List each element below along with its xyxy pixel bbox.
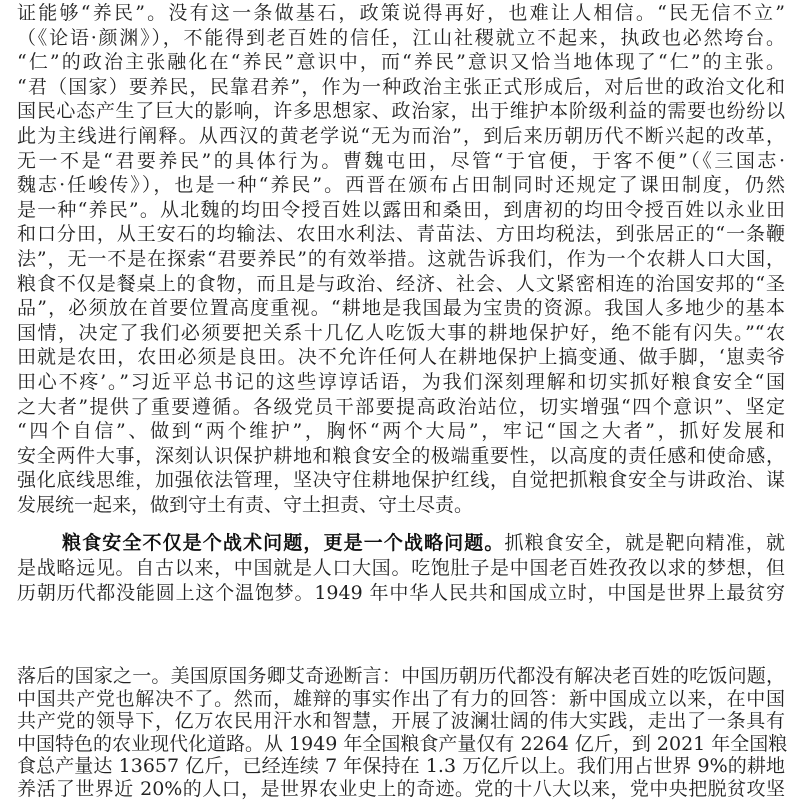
text-line: 强化底线思维，加强依法管理，坚决守住耕地保护红线，自觉把抓粮食安全与讲政治、谋 [17, 469, 785, 492]
text-line: 田就是农田，农田必须是良田。决不允许任何人在耕地保护上搞变通、做手脚，‘崽卖爷 [17, 346, 785, 369]
text-line: 和口分田，从王安石的均输法、农田水利法、青苗法、方田均税法，到张居正的“一条鞭 [17, 223, 785, 246]
text-line: 抓粮食安全，就是靶向精准，就 [504, 532, 785, 554]
text-line: 食总产量达 13657 亿斤，已经连续 7 年保持在 1.3 万亿斤以上。我们用占世界 9%的耕地 [17, 755, 785, 778]
text-line: 是一种“养民”。从北魏的均田令授百姓以露田和桑田，到唐初的均田令授百姓以永业田 [17, 198, 785, 221]
paragraph-2-first-line [62, 532, 785, 554]
text-line: 法”，无一不是在探索“君要养民”的有效举措。这就告诉我们，作为一个农耕人口大国， [17, 248, 785, 270]
text-line: 魏志·任峻传》），也是一种“养民”。西晋在颁布占田制同时还规定了课田制度，仍然 [17, 174, 785, 197]
text-line: 中国共产党也解决不了。然而，雄辩的事实作出了有力的回答：新中国成立以来，在中国 [17, 687, 785, 710]
text-line: 国民心态产生了巨大的影响，许多思想家、政治家，出于维护本阶级利益的需要也纷纷以 [17, 100, 785, 123]
text-line: 田心不疼’。”习近平总书记的这些谆谆话语，为我们深刻理解和切实抓好粮食安全“国 [17, 371, 785, 393]
text-line: 无一不是“君要养民”的具体行为。曹魏屯田，尽管“于官便，于客不便”（《三国志· [17, 149, 785, 172]
text-line: 证能够“养民”。没有这一条做基石，政策说得再好，也难让人相信。“民无信不立” [17, 2, 785, 24]
text-line: “四个自信”、做到“两个维护”，胸怀“两个大局”，牢记“国之大者”，抓好发展和 [17, 420, 785, 443]
text-line: 历朝历代都没能圆上这个温饱梦。1949 年中华人民共和国成立时，中国是世界上最贫穷 [17, 582, 785, 604]
bold-lead-sentence: 粮食安全不仅是个战术问题，更是一个战略问题。 [62, 532, 505, 554]
text-line: 品”，必须放在首要位置高度重视。“耕地是我国最为宝贵的资源。我国人多地少的基本 [17, 297, 785, 320]
text-line: 中国特色的农业现代化道路。从 1949 年全国粮食产量仅有 2264 亿斤，到 2021 年全国粮 [17, 732, 788, 755]
text-line: 安全两件大事，深刻认识保护耕地和粮食安全的极端重要性，以高度的责任感和使命感， [17, 444, 785, 467]
text-line: 之大者”提供了重要遵循。各级党员干部要提高政治站位，切实增强“四个意识”、坚定 [17, 395, 785, 418]
text-line: 国情，决定了我们必须要把关系十几亿人吃饭大事的耕地保护好，绝不能有闪失。”“农 [17, 321, 785, 344]
text-line: “君（国家）要养民，民靠君养”，作为一种政治主张正式形成后，对后世的政治文化和 [17, 75, 785, 98]
text-line: “仁”的政治主张融化在“养民”意识中，而“养民”意识又恰当地体现了“仁”的主张。 [17, 51, 785, 74]
text-line: 落后的国家之一。美国原国务卿艾奇逊断言：中国历朝历代都没有解决老百姓的吃饭问题， [17, 665, 785, 687]
text-line: 是战略远见。自古以来，中国就是人口大国。吃饱肚子是中国老百姓孜孜以求的梦想，但 [17, 557, 785, 579]
text-line: 养活了世界近 20%的人口，是世界农业史上的奇迹。党的十八大以来，党中央把脱贫攻坚 [17, 778, 785, 800]
text-line: 发展统一起来，做到守土有责、守土担责、守土尽责。 [17, 494, 474, 516]
text-line: （《论语·颜渊》），不能得到老百姓的信任，江山社稷就立不起来，执政也必然垮台。 [17, 26, 785, 49]
text-line: 此为主线进行阐释。从西汉的黄老学说“无为而治”，到后来历朝历代不断兴起的改革， [17, 125, 785, 147]
text-line: 粮食不仅是餐桌上的食物，而且是与政治、经济、社会、人文紧密相连的治国安邦的“圣 [17, 272, 785, 295]
text-line: 共产党的领导下，亿万农民用汗水和智慧，开展了波澜壮阔的伟大实践，走出了一条具有 [17, 710, 785, 733]
